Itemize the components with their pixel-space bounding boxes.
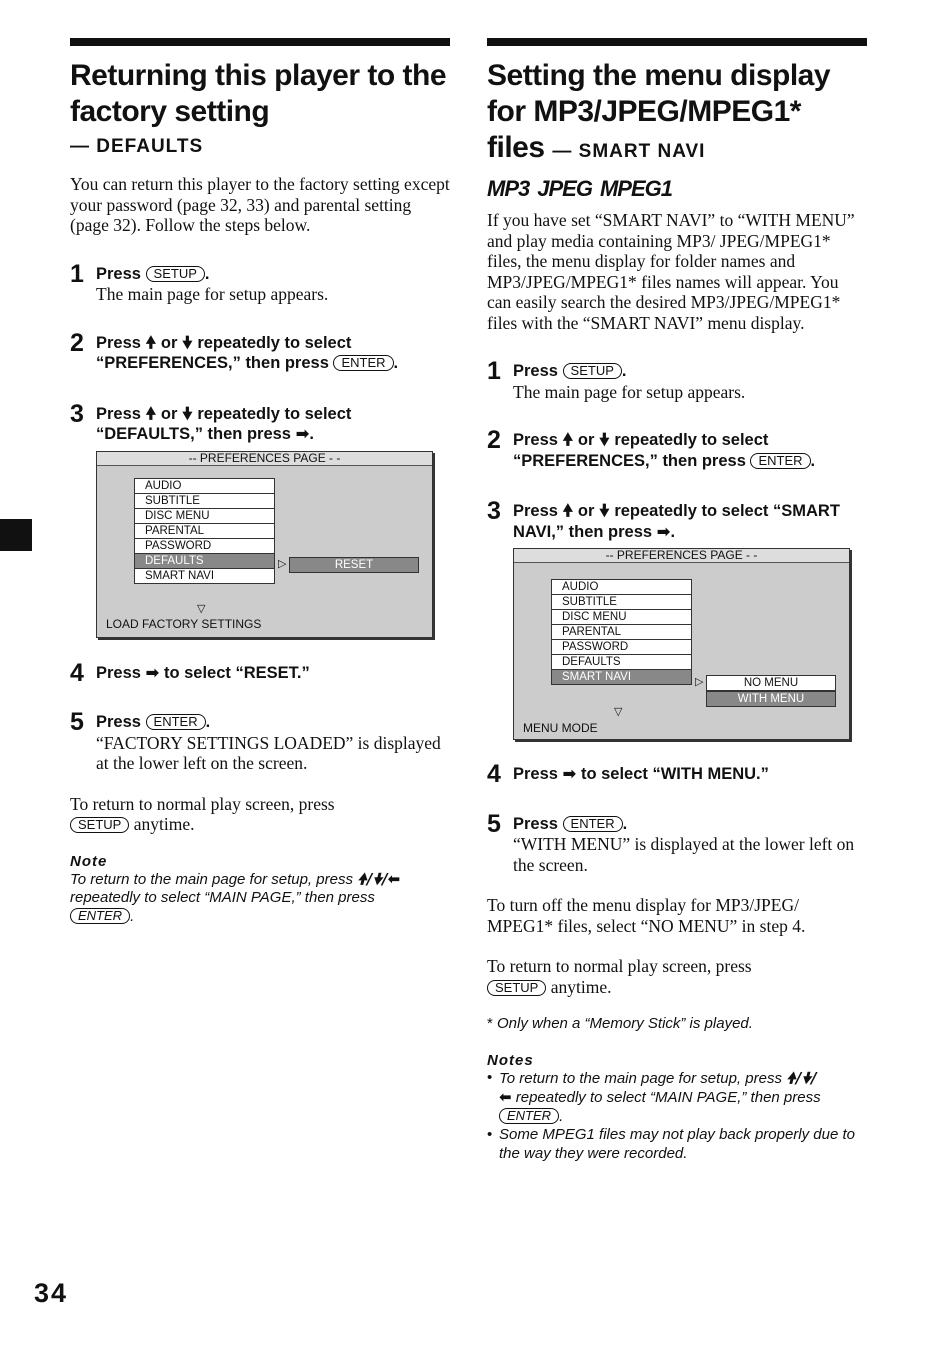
- enter-key: ENTER: [563, 816, 623, 832]
- menu-item: SUBTITLE: [134, 493, 275, 508]
- mp3-logo: MP3: [487, 176, 530, 201]
- heading-rule: [70, 38, 450, 46]
- setup-key: SETUP: [146, 266, 205, 282]
- step-4: 4 Press ➡ to select “RESET.”: [70, 658, 310, 687]
- step-1: 1 Press SETUP . The main page for setup appears.: [487, 361, 867, 402]
- enter-key: ENTER: [499, 1108, 559, 1124]
- step-result: The main page for setup appears.: [96, 284, 329, 304]
- step-5: 5 Press ENTER . “WITH MENU” is displayed at the lower left on the screen.: [487, 814, 867, 876]
- menu-item: PARENTAL: [551, 624, 692, 639]
- pointer-triangle-icon: ▷: [695, 676, 704, 688]
- menu-item: PASSWORD: [551, 639, 692, 654]
- step-number: 4: [487, 760, 501, 788]
- menu-item: PARENTAL: [134, 523, 275, 538]
- arrow-right-icon: ➡: [145, 662, 160, 682]
- arrow-keys-icon: 🠝/🠟/: [786, 1068, 817, 1087]
- step-result: “FACTORY SETTINGS LOADED” is displayed at the lower left on the screen.: [96, 732, 441, 773]
- step-number: 5: [487, 809, 501, 838]
- no-menu-option: NO MENU: [706, 675, 836, 691]
- note-block: [70, 853, 450, 927]
- menu-item-selected: DEFAULTS: [134, 553, 275, 568]
- left-column: [70, 38, 450, 926]
- step-number: 2: [70, 328, 84, 357]
- intro-paragraph: If you have set “SMART NAVI” to “WITH MENU” and play media containing MP3/ JPEG/MPEG1* files, the menu display for folder names and MP3/JPEG/MPEG1* files names will appear. You can easily search the desired MP3/JPEG/MPEG1* files with the “SMART NAVI” menu display.: [487, 210, 855, 333]
- step-2: 2 Press 🠝 or 🠟 repeatedly to select “PREFERENCES,” then press ENTER .: [487, 426, 816, 470]
- arrow-up-icon: 🠝: [562, 430, 574, 449]
- note-item: • Some MPEG1 files may not play back properly due to the way they were recorded.: [499, 1126, 867, 1163]
- screen-status: MENU MODE: [523, 721, 598, 735]
- heading-rule: [487, 38, 867, 46]
- arrow-right-icon: ➡: [562, 764, 577, 783]
- page-number: 34: [34, 1278, 69, 1308]
- step-number: 3: [70, 399, 84, 428]
- step-3: 3 Press 🠝 or 🠟 repeatedly to select “DEFAULTS,” then press ➡.: [70, 399, 352, 443]
- menu-item: AUDIO: [134, 478, 275, 493]
- step-5: 5 Press ENTER . “FACTORY SETTINGS LOADED” is displayed at the lower left on the screen.: [70, 712, 450, 774]
- turn-off-instruction: To turn off the menu display for MP3/JPEG/ MPEG1* files, select “NO MENU” in step 4.: [487, 895, 806, 936]
- setup-key: SETUP: [70, 817, 129, 833]
- section-title: Returning this player to the factory setting: [70, 59, 447, 128]
- arrow-left-icon: ⬅: [499, 1088, 512, 1106]
- step-result: The main page for setup appears.: [513, 381, 746, 402]
- step-result: “WITH MENU” is displayed at the lower left on the screen.: [513, 834, 855, 875]
- note-text: To return to the main page for setup, press 🠝/🠟/⬅ repeatedly to select “MAIN PAGE,” then press ENTER .: [70, 869, 401, 925]
- note-item: • To return to the main page for setup, press 🠝/🠟/ ⬅ repeatedly to select “MAIN PAGE,” then press ENTER .: [499, 1069, 867, 1127]
- preferences-menu: [551, 579, 692, 685]
- menu-item: DISC MENU: [551, 609, 692, 624]
- arrow-down-icon: 🠟: [598, 430, 610, 449]
- section-subtitle: — DEFAULTS: [70, 136, 204, 157]
- preferences-screen: [513, 548, 850, 740]
- arrow-down-icon: 🠟: [181, 403, 193, 423]
- menu-item: SMART NAVI: [134, 568, 275, 584]
- arrow-down-icon: 🠟: [181, 332, 193, 352]
- scroll-down-icon: ▽: [197, 602, 206, 615]
- preferences-screen: [96, 451, 433, 638]
- setup-key: SETUP: [563, 363, 622, 379]
- format-logos: [487, 176, 867, 202]
- arrow-up-icon: 🠝: [145, 403, 157, 423]
- notes-block: [487, 1052, 867, 1164]
- screen-title: -- PREFERENCES PAGE - -: [514, 549, 849, 563]
- step-3: 3 Press 🠝 or 🠟 repeatedly to select “SMART NAVI,” then press ➡.: [487, 497, 840, 541]
- enter-key: ENTER: [70, 908, 130, 924]
- mpeg1-logo: MPEG1: [599, 176, 672, 201]
- enter-key: ENTER: [333, 355, 393, 371]
- menu-item: AUDIO: [551, 579, 692, 594]
- step-number: 1: [70, 259, 84, 288]
- pointer-triangle-icon: ▷: [278, 557, 287, 570]
- intro-paragraph: You can return this player to the factory setting except your password (page 32, 33) and parental setting (page 32). Follow the steps below.: [70, 174, 450, 235]
- menu-item: DEFAULTS: [551, 654, 692, 669]
- screen-title: -- PREFERENCES PAGE - -: [97, 452, 432, 466]
- menu-item: DISC MENU: [134, 508, 275, 523]
- step-number: 5: [70, 708, 84, 736]
- menu-item: PASSWORD: [134, 538, 275, 553]
- note-heading: Note: [70, 852, 108, 870]
- arrow-right-icon: ➡: [295, 424, 310, 443]
- return-instruction: To return to normal play screen, press SETUP anytime.: [70, 793, 335, 834]
- return-instruction: To return to normal play screen, press SETUP anytime.: [487, 956, 752, 997]
- section-tab-marker: [0, 519, 32, 551]
- step-1: 1 Press SETUP . The main page for setup appears.: [70, 264, 450, 305]
- step-number: 4: [70, 658, 84, 687]
- section-title: Setting the menu display for MP3/JPEG/MPEG1* files — SMART NAVI: [487, 59, 831, 164]
- jpeg-logo: JPEG: [537, 176, 592, 201]
- arrow-right-icon: ➡: [656, 521, 671, 541]
- setup-key: SETUP: [487, 980, 546, 996]
- arrow-up-icon: 🠝: [562, 501, 574, 520]
- preferences-menu: [134, 478, 275, 584]
- enter-key: ENTER: [146, 714, 206, 730]
- menu-item: SUBTITLE: [551, 594, 692, 609]
- arrow-down-icon: 🠟: [598, 501, 610, 520]
- step-number: 3: [487, 497, 501, 525]
- enter-key: ENTER: [750, 453, 810, 469]
- section-subtitle: — SMART NAVI: [552, 141, 706, 162]
- step-number: 2: [487, 426, 501, 454]
- scroll-down-icon: ▽: [614, 706, 623, 718]
- footnote: * Only when a “Memory Stick” is played.: [487, 1015, 753, 1032]
- menu-item-selected: SMART NAVI: [551, 669, 692, 685]
- right-column: [487, 38, 867, 1163]
- step-2: 2 Press 🠝 or 🠟 repeatedly to select “PREFERENCES,” then press ENTER .: [70, 328, 399, 372]
- step-number: 1: [487, 357, 501, 385]
- step-4: 4 Press ➡ to select “WITH MENU.”: [487, 760, 769, 788]
- reset-option: RESET: [289, 557, 419, 573]
- arrow-up-icon: 🠝: [145, 332, 157, 352]
- with-menu-option: WITH MENU: [706, 691, 836, 707]
- arrow-keys-icon: 🠝/🠟/⬅: [357, 869, 401, 888]
- notes-heading: Notes: [487, 1051, 534, 1069]
- screen-status: LOAD FACTORY SETTINGS: [106, 616, 262, 631]
